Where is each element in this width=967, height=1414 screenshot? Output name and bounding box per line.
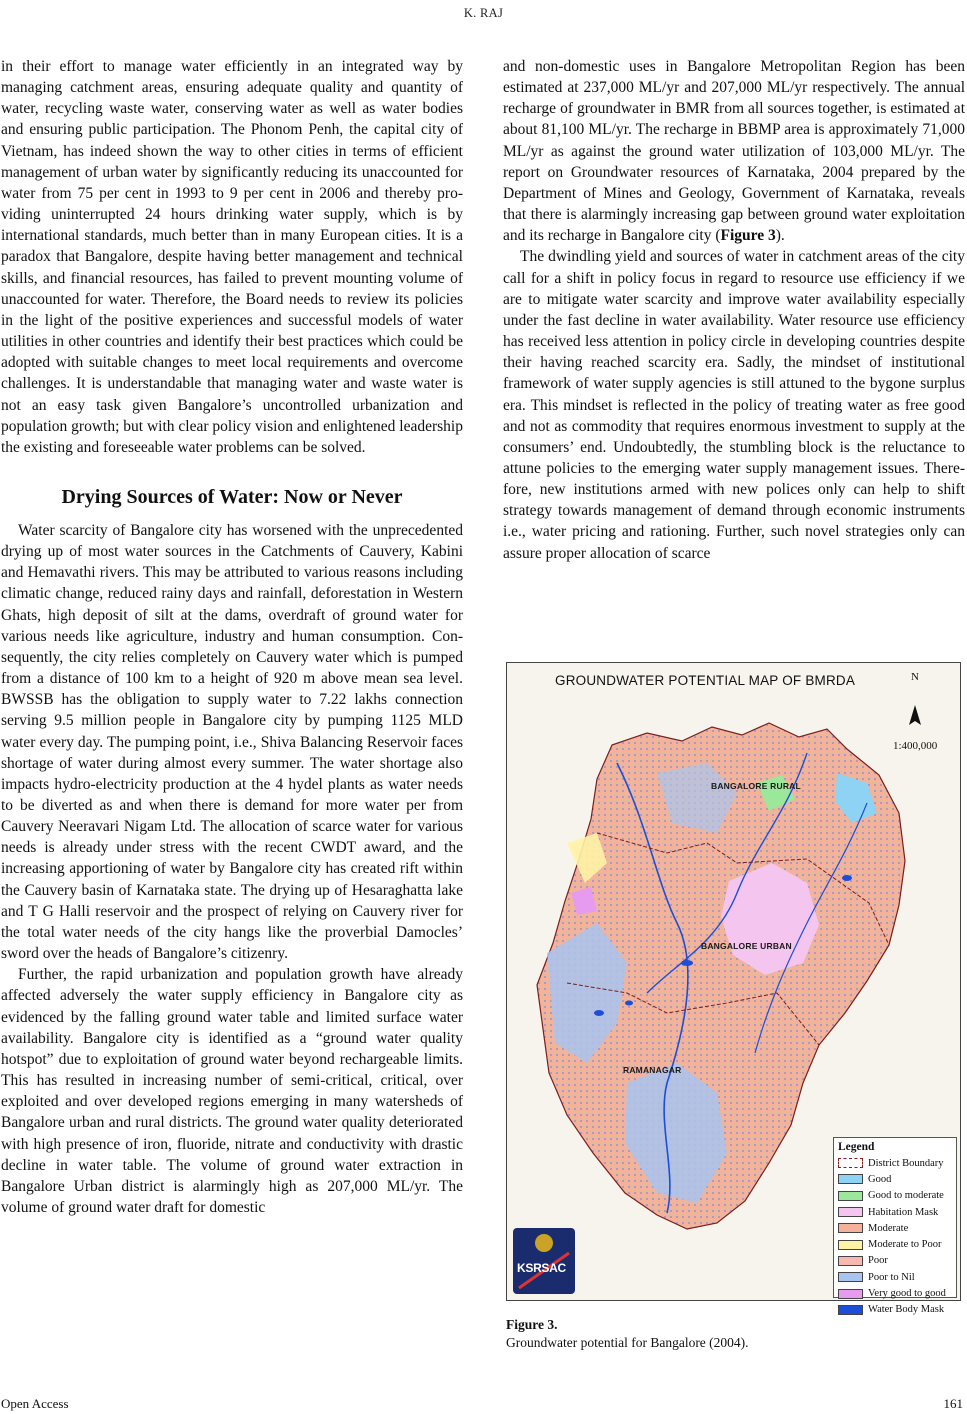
footer-open-access: Open Access [1,1396,69,1411]
legend-label: District Boundary [868,1157,944,1169]
legend-item [838,1220,952,1236]
legend-label: Good to moderate [868,1190,944,1202]
left-paragraph-1: in their effort to manage water efficiently in an integrated way by managing catchment areas, ensuring adequate quality and quantity of water, recycling waste water, conserving water as well as water bodies and ensuring public participation. The Phonom Penh, the capital city of Vietnam, has indeed shown the way to other cities in terms of efficient management of urban water by significantly reducing its unaccounted for water from 75 per cent in 1993 to 9 per cent in 2006 and thereby providing uninterrupted 24 hours drinking water supply, which is by international standards, much better than in many European cities. It is a paradox that Bangalore, despite having better management and technical skills, and financial resources, has failed to prevent mounting volume of unaccounted for water. Therefore, the Board needs to review its policies in the light of the positive experiences and successful models of water utilities in other countries and identify their best practices which could be adopted with suitable changes to meet local requirements and overcome challenges. It is understandable that managing water and waste water is not an easy task given Bangalore’s uncontrolled urbanization and population growth; but with clear policy vision and enlightened leadership the existing and foreseeable water problems can be solved. [1,58,463,456]
legend-item [838,1155,952,1171]
water-body-1 [681,960,693,966]
groundwater-map-figure [506,662,961,1316]
logo-text: KSRSAC [517,1261,566,1275]
left-paragraph-2: Water scarcity of Bangalore city has worsened with the unprecedented drying up of most water sources in the Catchments of Cauvery, Kabini and Hemavathi rivers. This may be attributed to various reasons including climatic change, reduced rainy days and rainfall, deforestation in Western Ghats, high deposit of silt at the dams, overdraft of ground water for various needs like agriculture, industry and human consumption. Consequently, the city relies completely on Cauvery water which is pumped from a distance of 100 km to a height of 920 m above mean sea level. BWSSB has the obligation to supply water to 7.22 lakhs connection serving 9.5 million people in Bangalore city by pumping 1125 MLD water every day. The pumping point, i.e., Shiva Balancing Reservoir faces shortage of water during almost every summer. The water shortage also impacts hydro-electricity production at the 4 hydel plants as water needs to be diverted as and when there is demand for more water per from Cauvery Neeravari Nigam Ltd. The allocation of scarce water for various needs is already under stress with the recent CWDT award, and the increasing apportioning of water by Bangalore city has created rift within the Cauvery basin of Karnataka state. The drying up of Hesaraghatta lake and T G Halli reservoir and the prospect of relying on Cauvery river for the total water needs of the city hangs like the proverbial Damocles’ sword over the heads of Bangalore’s citizenry. [1,521,463,963]
legend-item [838,1253,952,1269]
north-label: N [911,671,919,683]
legend-label: Poor [868,1255,888,1267]
right-column [503,56,965,564]
right-paragraph-1-end: ). [775,227,785,245]
district-label-ramanagar: RAMANAGAR [623,1065,682,1075]
legend-swatch [838,1207,863,1217]
legend-title: Legend [838,1141,875,1153]
water-body-3 [625,1001,633,1006]
right-paragraph-1 [503,56,965,246]
legend-item [838,1269,952,1285]
running-head: K. RAJ [463,6,504,20]
legend-swatch [838,1305,863,1315]
left-column [1,56,463,1218]
legend-rows [838,1155,952,1318]
page-number: 161 [943,1396,963,1411]
legend-label: Moderate to Poor [868,1239,942,1251]
legend-swatch [838,1272,863,1282]
legend-label: Habitation Mask [868,1206,939,1218]
legend-item [838,1236,952,1252]
legend-swatch [838,1158,863,1168]
map-legend [833,1137,957,1316]
legend-label: Poor to Nil [868,1271,915,1283]
water-body-4 [594,1010,604,1016]
right-paragraph-1-text: and non-domestic uses in Bangalore Metropolitan Region has been estimated at 237,000 ML/yr and 207,000 ML/yr respectively. The annual recharge of groundwater in BMR from all sources together, is estimated at about 81,100 ML/yr. The recharge in BBMP area is approximately 71,000 ML/yr as against the ground water utilization of 103,000 ML/yr. The report on Groundwater resources of Karnataka, 2004 prepared by the Department of Mines and Geology, Government of Karnataka, reveals that there is alarmingly increasing gap between ground water exploitation and its recharge in Bangalore city ( [503,58,965,245]
water-body-2 [842,875,852,881]
legend-label: Good [868,1173,892,1185]
right-paragraph-2: The dwindling yield and sources of water in catchment areas of the city call for a shift in policy focus in regard to resource use efficiency if we are to mitigate water scarcity and improve water availability especially under the fast decline in water availability. Water resource use efficiency has received less attention in policy circle in developing countries despite their having reached scarcity era. Sadly, the mindset of institutional framework of water supply agencies is still attuned to the bygone surplus era. This mindset is reflected in the policy of treating water as free good and not as commodity that requires enormous investment to supply at the consumers’ end. Undoubtedly, the stumbling block is the reluctance to attune policies to the emerging water supply management issues. Therefore, new institutions armed with new polices only can help to shift strategy towards management of demand through economic instruments i.e., water pricing and rationing. Further, such novel strategies only can assure proper allocation of scarce [503,248,965,562]
legend-item [838,1204,952,1220]
legend-swatch [838,1191,863,1201]
figure-caption-label: Figure 3. [506,1317,558,1332]
legend-item [838,1171,952,1187]
figure-caption-text: Groundwater potential for Bangalore (2004). [506,1335,749,1350]
section-heading: Drying Sources of Water: Now or Never [61,485,403,508]
legend-label: Moderate [868,1222,909,1234]
figure-caption [506,1316,961,1352]
legend-label: Very good to good [868,1288,946,1300]
map-title: GROUNDWATER POTENTIAL MAP OF BMRDA [555,673,856,688]
legend-swatch [838,1240,863,1250]
district-label-urban: BANGALORE URBAN [701,941,792,951]
left-paragraph-3: Further, the rapid urbanization and population growth have already affected adversely the water supply efficiency in Bangalore city as evidenced by the falling ground water table and limited surface water availability. Bangalore city is identified as a “ground water quality hotspot” due to exploitation of ground water beyond rechargeable limits. This has resulted in increasing number of semi-critical, critical, over exploited and over developed regions emerging in many watersheds of Bangalore urban and rural districts. The ground water quality deteriorated with high presence of iron, fluoride, nitrate and conductivity with drastic decline in water table. The volume of ground water extraction in Bangalore Urban district is alarmingly high as 207,000 ML/yr. The volume of ground water draft for domestic [1,966,463,1216]
figure-reference[interactable]: Figure 3 [720,227,776,245]
legend-item [838,1188,952,1204]
legend-item [838,1285,952,1301]
legend-swatch [838,1174,863,1184]
north-arrow-icon [909,705,921,725]
legend-label: Water Body Mask [868,1304,945,1316]
scale-label: 1:400,000 [893,740,938,752]
legend-swatch [838,1256,863,1266]
legend-swatch [838,1223,863,1233]
legend-swatch [838,1289,863,1299]
district-label-rural: BANGALORE RURAL [711,781,801,791]
